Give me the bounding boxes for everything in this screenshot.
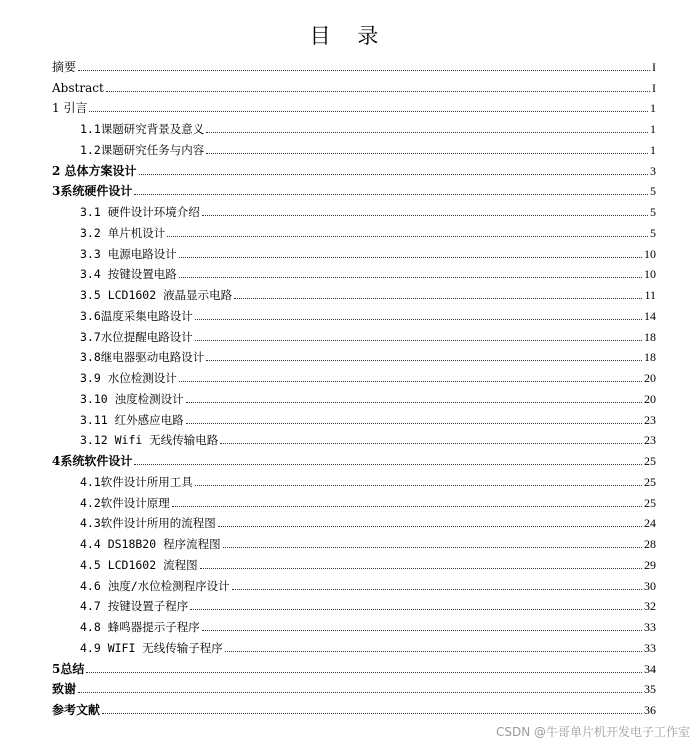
toc-entry-label: 3.2 单片机设计 [80, 225, 166, 240]
toc-entry[interactable] [52, 281, 656, 302]
toc-entry-label: 4.8 蜂鸣器提示子程序 [80, 620, 200, 634]
toc-entry[interactable] [52, 510, 656, 531]
toc-leader-dots [206, 132, 648, 133]
toc-entry-page: 20 [644, 371, 656, 385]
toc-entry-page: 5 [650, 184, 656, 199]
toc-entry-page: 10 [644, 267, 656, 282]
page-title: 目 录 [309, 24, 389, 48]
toc-leader-dots [225, 651, 642, 652]
toc-entry[interactable] [52, 178, 656, 199]
toc-entry-label: 4.3软件设计所用的流程图 [80, 516, 216, 531]
toc-entry-label: 参考文献 [52, 703, 101, 717]
toc-entry-label: 3.4 按键设置电路 [80, 267, 177, 282]
toc-entry-page: 18 [644, 350, 656, 365]
toc-entry[interactable] [52, 115, 656, 136]
toc-entry[interactable] [52, 655, 656, 676]
toc-entry[interactable] [52, 219, 656, 240]
toc-entry[interactable] [52, 572, 656, 593]
toc-entry-label: 4.1软件设计所用工具 [80, 474, 193, 489]
toc-leader-dots [223, 547, 642, 548]
toc-entry-page: 25 [644, 495, 656, 510]
toc-entry-label: 5总结 [52, 661, 85, 676]
toc-leader-dots [139, 174, 648, 175]
toc-entry[interactable] [52, 696, 656, 717]
toc-entry-label: 4.4 DS18B20 程序流程图 [80, 537, 221, 551]
toc-entry-page: 23 [644, 412, 656, 427]
toc-leader-dots [206, 153, 648, 154]
toc-leader-dots [167, 236, 648, 237]
toc-leader-dots [102, 713, 642, 714]
toc-entry-label: Abstract [52, 80, 104, 95]
toc-entry-label: 3.10 浊度检测设计 [80, 391, 184, 406]
toc-entry-label: 3.8继电器驱动电路设计 [80, 350, 205, 365]
toc-leader-dots [195, 485, 642, 486]
toc-entry-page: 33 [644, 640, 656, 655]
toc-leader-dots [206, 360, 642, 361]
toc-entry-page: 5 [650, 205, 656, 219]
toc-entry-page: 36 [644, 703, 656, 717]
toc-leader-dots [78, 70, 650, 71]
toc-entry[interactable] [52, 53, 656, 74]
toc-entry-label: 4.2软件设计原理 [80, 495, 170, 510]
toc-entry-page: 29 [644, 557, 656, 572]
toc-entry-label: 致谢 [52, 682, 77, 697]
toc-leader-dots [78, 692, 642, 693]
toc-entry-label: 3.6温度采集电路设计 [80, 308, 193, 323]
toc-entry[interactable] [52, 157, 656, 178]
toc-leader-dots [134, 464, 642, 465]
csdn-watermark: CSDN @牛哥单片机开发电子工作室 [495, 725, 690, 739]
toc-leader-dots [195, 319, 642, 320]
toc-leader-dots [186, 402, 642, 403]
toc-leader-dots [106, 91, 650, 92]
toc-entry-page: 11 [644, 288, 656, 302]
toc-entry-label: 4.7 按键设置子程序 [80, 599, 189, 614]
table-of-contents [52, 53, 656, 717]
toc-entry[interactable] [52, 95, 656, 116]
toc-entry-label: 3.3 电源电路设计 [80, 246, 177, 261]
toc-leader-dots [220, 443, 642, 444]
toc-leader-dots [234, 298, 642, 299]
toc-entry-page: I [652, 80, 656, 95]
toc-entry-page: 35 [644, 682, 656, 697]
toc-entry[interactable] [52, 74, 656, 95]
toc-entry[interactable] [52, 344, 656, 365]
toc-entry[interactable] [52, 613, 656, 634]
toc-entry-page: 1 [650, 122, 656, 136]
toc-entry-page: 23 [644, 433, 656, 448]
toc-entry[interactable] [52, 427, 656, 448]
toc-entry-page: I [652, 59, 656, 74]
toc-leader-dots [190, 609, 642, 610]
toc-entry[interactable] [52, 447, 656, 468]
toc-leader-dots [218, 526, 642, 527]
toc-leader-dots [195, 340, 642, 341]
toc-entry-label: 1.1课题研究背景及意义 [80, 122, 205, 136]
toc-entry-page: 18 [644, 329, 656, 344]
toc-entry-page: 1 [650, 142, 656, 157]
toc-leader-dots [86, 672, 642, 673]
toc-entry[interactable] [52, 634, 656, 655]
toc-entry[interactable] [52, 385, 656, 406]
toc-leader-dots [179, 277, 642, 278]
toc-entry-page: 25 [644, 454, 656, 468]
toc-entry-label: 3.7水位提醒电路设计 [80, 329, 193, 344]
toc-leader-dots [202, 215, 648, 216]
toc-entry-page: 34 [644, 661, 656, 676]
toc-entry[interactable] [52, 530, 656, 551]
toc-leader-dots [200, 568, 642, 569]
toc-entry-label: 4.9 WIFI 无线传输子程序 [80, 640, 223, 655]
toc-entry-page: 30 [644, 578, 656, 593]
toc-entry-page: 3 [650, 163, 656, 178]
toc-entry-page: 33 [644, 620, 656, 634]
toc-entry-label: 3.9 水位检测设计 [80, 371, 177, 385]
toc-entry[interactable] [52, 468, 656, 489]
toc-entry[interactable] [52, 136, 656, 157]
toc-leader-dots [232, 589, 642, 590]
toc-entry[interactable] [52, 302, 656, 323]
toc-leader-dots [89, 111, 648, 112]
toc-entry[interactable] [52, 551, 656, 572]
toc-entry-page: 1 [650, 101, 656, 116]
toc-entry[interactable] [52, 364, 656, 385]
toc-entry-page: 20 [644, 391, 656, 406]
toc-entry-label: 4.5 LCD1602 流程图 [80, 557, 198, 572]
toc-entry-page: 5 [650, 225, 656, 240]
toc-entry-page: 14 [644, 308, 656, 323]
toc-entry[interactable] [52, 323, 656, 344]
toc-entry-label: 4系统软件设计 [52, 454, 133, 468]
toc-leader-dots [179, 257, 642, 258]
toc-entry-label: 3.5 LCD1602 液晶显示电路 [80, 288, 233, 302]
toc-entry-label: 3.11 红外感应电路 [80, 412, 184, 427]
toc-entry-page: 25 [644, 474, 656, 489]
toc-leader-dots [202, 630, 642, 631]
toc-entry-label: 3系统硬件设计 [52, 184, 133, 199]
toc-entry[interactable] [52, 240, 656, 261]
toc-leader-dots [186, 423, 642, 424]
toc-leader-dots [179, 381, 642, 382]
toc-entry-page: 28 [644, 537, 656, 551]
toc-entry[interactable] [52, 489, 656, 510]
toc-entry[interactable] [52, 261, 656, 282]
toc-entry[interactable] [52, 406, 656, 427]
toc-entry-label: 2 总体方案设计 [52, 163, 137, 178]
toc-entry-label: 摘要 [52, 59, 77, 74]
toc-entry-label: 1 引言 [52, 101, 88, 116]
toc-entry-page: 24 [644, 516, 656, 531]
toc-entry-label: 3.1 硬件设计环境介绍 [80, 205, 200, 219]
toc-entry-label: 4.6 浊度/水位检测程序设计 [80, 578, 230, 593]
toc-entry[interactable] [52, 593, 656, 614]
toc-leader-dots [134, 194, 648, 195]
toc-entry-label: 1.2课题研究任务与内容 [80, 142, 205, 157]
toc-entry-label: 3.12 Wifi 无线传输电路 [80, 433, 219, 448]
toc-entry[interactable] [52, 198, 656, 219]
toc-entry-page: 32 [644, 599, 656, 614]
toc-entry[interactable] [52, 676, 656, 697]
toc-leader-dots [172, 506, 642, 507]
toc-entry-page: 10 [644, 246, 656, 261]
